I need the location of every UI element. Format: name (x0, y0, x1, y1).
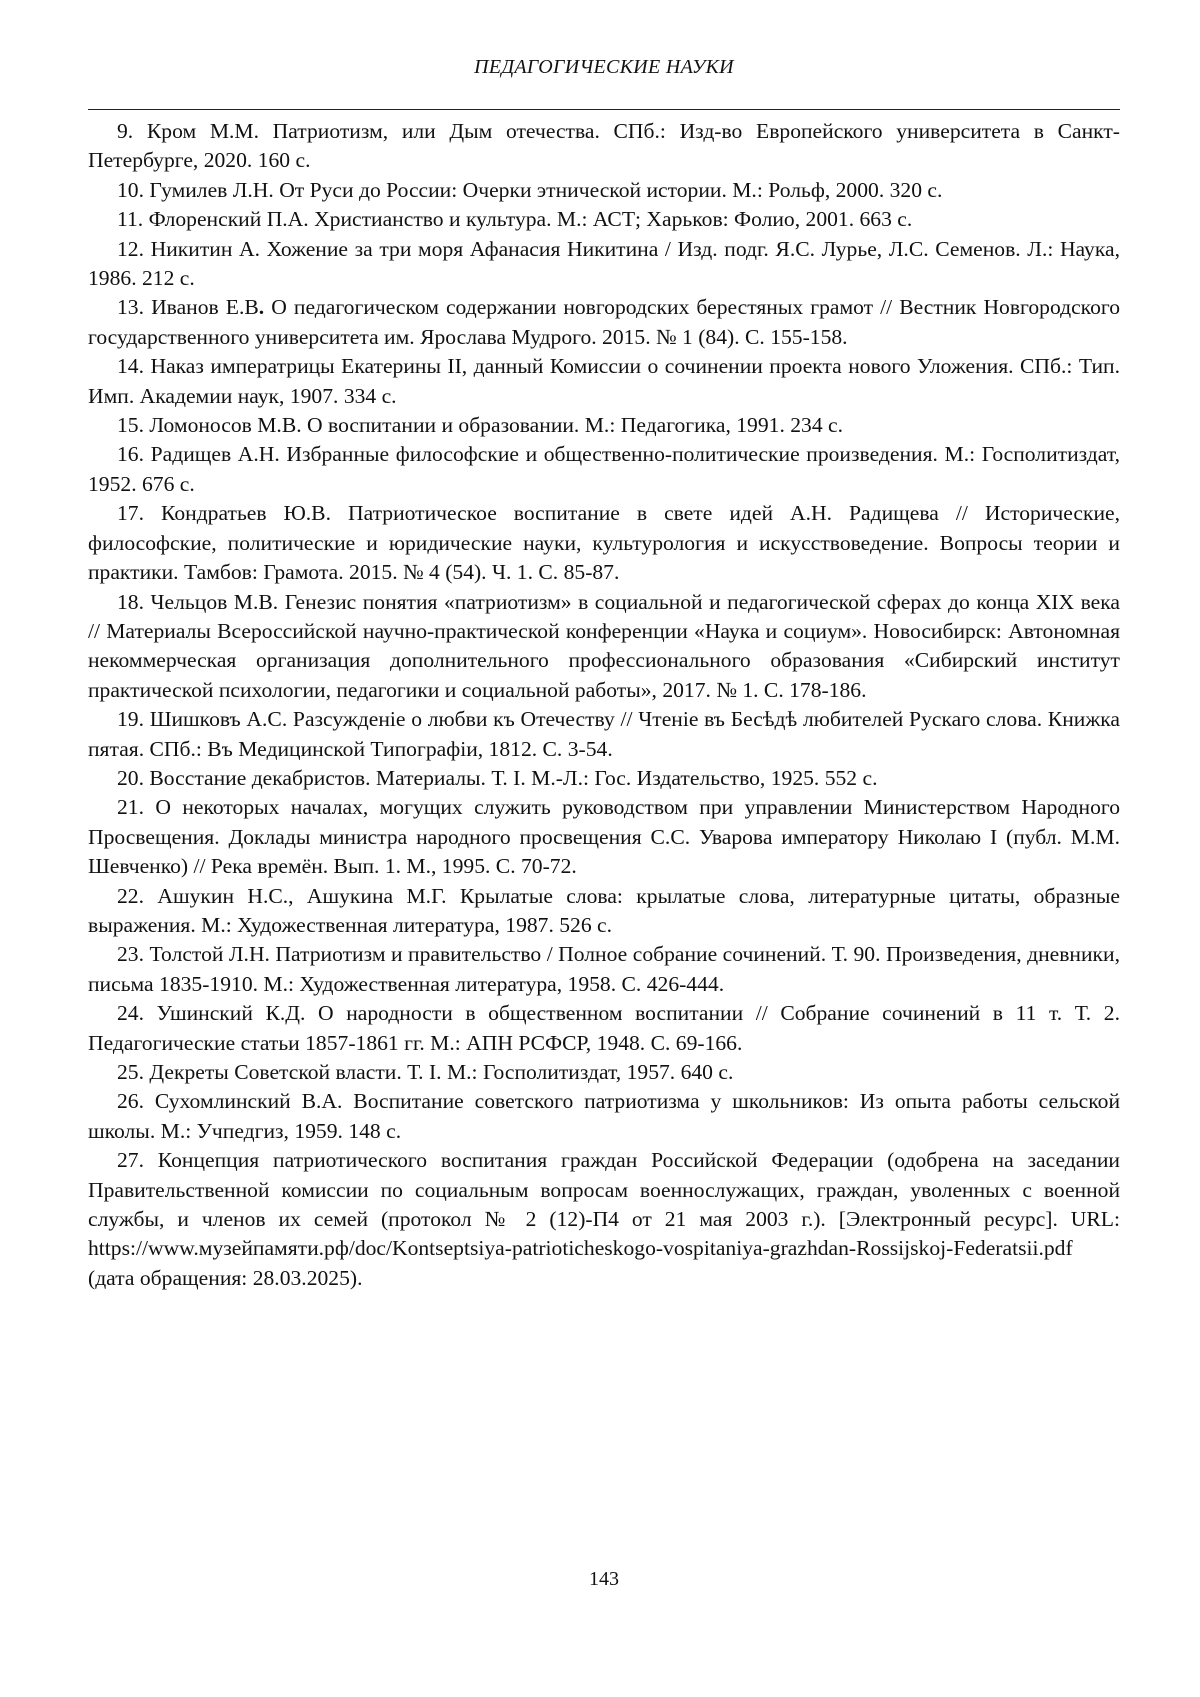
reference-item-14 (88, 352, 1120, 411)
reference-text: Никитин А. Хожение за три моря Афанасия Никитина / Изд. подг. Я.С. Лурье, Л.С. Семенов. Л.: Наука, 1986. 212 с. (88, 236, 1120, 291)
reference-text: Ломоносов М.В. О воспитании и образовании. М.: Педагогика, 1991. 234 с. (149, 413, 844, 438)
reference-text: Концепция патриотического воспитания граждан Российской Федерации (одобрена на заседании Правительственной комиссии по социальным вопросам военнослужащих, граждан, уволенных с военной службы, и членов их семей (протокол № 2 (12)-П4 от 21 мая 2003 г.). [Электронный ресурс]. URL: https://www.музейпамяти.рф/doc/Kontseptsiya-patrioticheskogo-vospitaniya-grazhdan-Rossijskoj-Federatsii.pdf (дата обращения: 28.03.2025). (88, 1148, 1120, 1290)
page-number: 143 (589, 1568, 619, 1590)
reference-item-23 (88, 940, 1120, 999)
reference-number: 16. (117, 442, 144, 467)
reference-text: О некоторых началах, могущих служить руководством при управлении Министерством Народного Просвещения. Доклады министра народного просвещения С.С. Уварова императору Николаю I (публ. М.М. Шевченко) // Река времён. Вып. 1. М., 1995. С. 70-72. (88, 795, 1120, 879)
reference-text: Сухомлинский В.А. Воспитание советского патриотизма у школьников: Из опыта работы сельской школы. М.: Учпедгиз, 1959. 148 с. (88, 1089, 1121, 1143)
reference-number: 13. (117, 295, 144, 320)
reference-number: 24. (117, 1001, 144, 1026)
reference-number: 23. (117, 942, 144, 967)
reference-item-10 (88, 176, 1120, 205)
reference-item-12 (88, 235, 1120, 294)
reference-number: 27. (117, 1148, 144, 1173)
reference-item-11 (88, 205, 1120, 234)
reference-text: Шишковъ А.С. Разсужденіе о любви къ Отечеству // Чтеніе въ Бесѣдѣ любителей Рускаго слова. Книжка пятая. СПб.: Въ Медицинской Типографіи, 1812. С. 3-54. (88, 707, 1120, 761)
reference-text: Кондратьев Ю.В. Патриотическое воспитание в свете идей А.Н. Радищева // Исторические, философские, политические и юридические науки, культурология и искусствоведение. Вопросы теории и практики. Тамбов: Грамота. 2015. № 4 (54). Ч. 1. С. 85-87. (88, 501, 1120, 585)
reference-author: Иванов Е.В (151, 295, 259, 320)
reference-item-26 (88, 1087, 1120, 1146)
reference-item-21 (88, 793, 1120, 881)
reference-item-17 (88, 499, 1120, 587)
reference-item-9 (88, 117, 1120, 176)
reference-text: Наказ императрицы Екатерины II, данный Комиссии о сочинении проекта нового Уложения. СПб.: Тип. Имп. Академии наук, 1907. 334 с. (88, 354, 1121, 408)
reference-item-19 (88, 705, 1120, 764)
reference-text: Ушинский К.Д. О народности в общественном воспитании // Собрание сочинений в 11 т. Т. 2. Педагогические статьи 1857-1861 гг. М.: АПН РСФСР, 1948. С. 69-166. (88, 1001, 1120, 1055)
reference-number: 17. (117, 501, 144, 526)
reference-item-25 (88, 1058, 1120, 1087)
reference-number: 26. (117, 1089, 144, 1114)
reference-text: О педагогическом содержании новгородских берестяных грамот // Вестник Новгородского государственного университета им. Ярослава Мудрого. 2015. № 1 (84). С. 155-158. (88, 295, 1120, 349)
reference-number: 10. (117, 177, 144, 202)
reference-number: 19. (117, 707, 144, 732)
reference-number: 14. (117, 354, 144, 379)
reference-author-dot: . (258, 295, 265, 320)
reference-text: Радищев А.Н. Избранные философские и общественно-политические произведения. М.: Госполитиздат, 1952. 676 с. (88, 442, 1120, 496)
reference-number: 21. (117, 795, 144, 820)
reference-text: Восстание декабристов. Материалы. Т. I. М.-Л.: Гос. Издательство, 1925. 552 с. (149, 765, 878, 790)
reference-text: Гумилев Л.Н. От Руси до России: Очерки этнической истории. М.: Рольф, 2000. 320 с. (149, 177, 943, 202)
reference-text: Ашукин Н.С., Ашукина М.Г. Крылатые слова: крылатые слова, литературные цитаты, образные выражения. М.: Художественная литература, 1987. 526 с. (88, 883, 1121, 937)
reference-item-15 (88, 411, 1120, 440)
reference-list (88, 117, 1120, 1293)
reference-item-16 (88, 440, 1120, 499)
reference-number: 9. (117, 119, 134, 143)
header-divider (88, 109, 1120, 110)
reference-number: 12. (117, 236, 144, 261)
reference-number: 20. (117, 765, 144, 790)
reference-item-13 (88, 293, 1120, 352)
reference-item-20 (88, 764, 1120, 793)
running-header: ПЕДАГОГИЧЕСКИЕ НАУКИ (474, 56, 734, 78)
reference-item-22 (88, 882, 1120, 941)
reference-number: 15. (117, 413, 144, 438)
reference-item-18 (88, 588, 1120, 706)
reference-text: Кром М.М. Патриотизм, или Дым отечества. СПб.: Изд-во Европейского университета в Санкт-Петербурге, 2020. 160 с. (88, 119, 1120, 173)
reference-item-27 (88, 1146, 1120, 1293)
reference-number: 18. (117, 589, 144, 614)
reference-number: 11. (117, 207, 144, 232)
reference-text: Толстой Л.Н. Патриотизм и правительство / Полное собрание сочинений. Т. 90. Произведения, дневники, письма 1835-1910. М.: Художественная литература, 1958. С. 426-444. (88, 942, 1120, 996)
reference-item-24 (88, 999, 1120, 1058)
reference-number: 22. (117, 883, 144, 908)
reference-text: Декреты Советской власти. Т. I. М.: Госполитиздат, 1957. 640 с. (149, 1060, 734, 1084)
reference-number: 25. (117, 1060, 144, 1084)
reference-text: Флоренский П.А. Христианство и культура. М.: АСТ; Харьков: Фолио, 2001. 663 с. (148, 207, 913, 232)
reference-text: Чельцов М.В. Генезис понятия «патриотизм» в социальной и педагогической сферах до конца XIX века // Материалы Всероссийской научно-практической конференции «Наука и социум». Новосибирск: Автономная некоммерческая организация дополнительного профессионального образования «Сибирский институт практической психологии, педагогики и социальной работы», 2017. № 1. С. 178-186. (88, 589, 1120, 702)
